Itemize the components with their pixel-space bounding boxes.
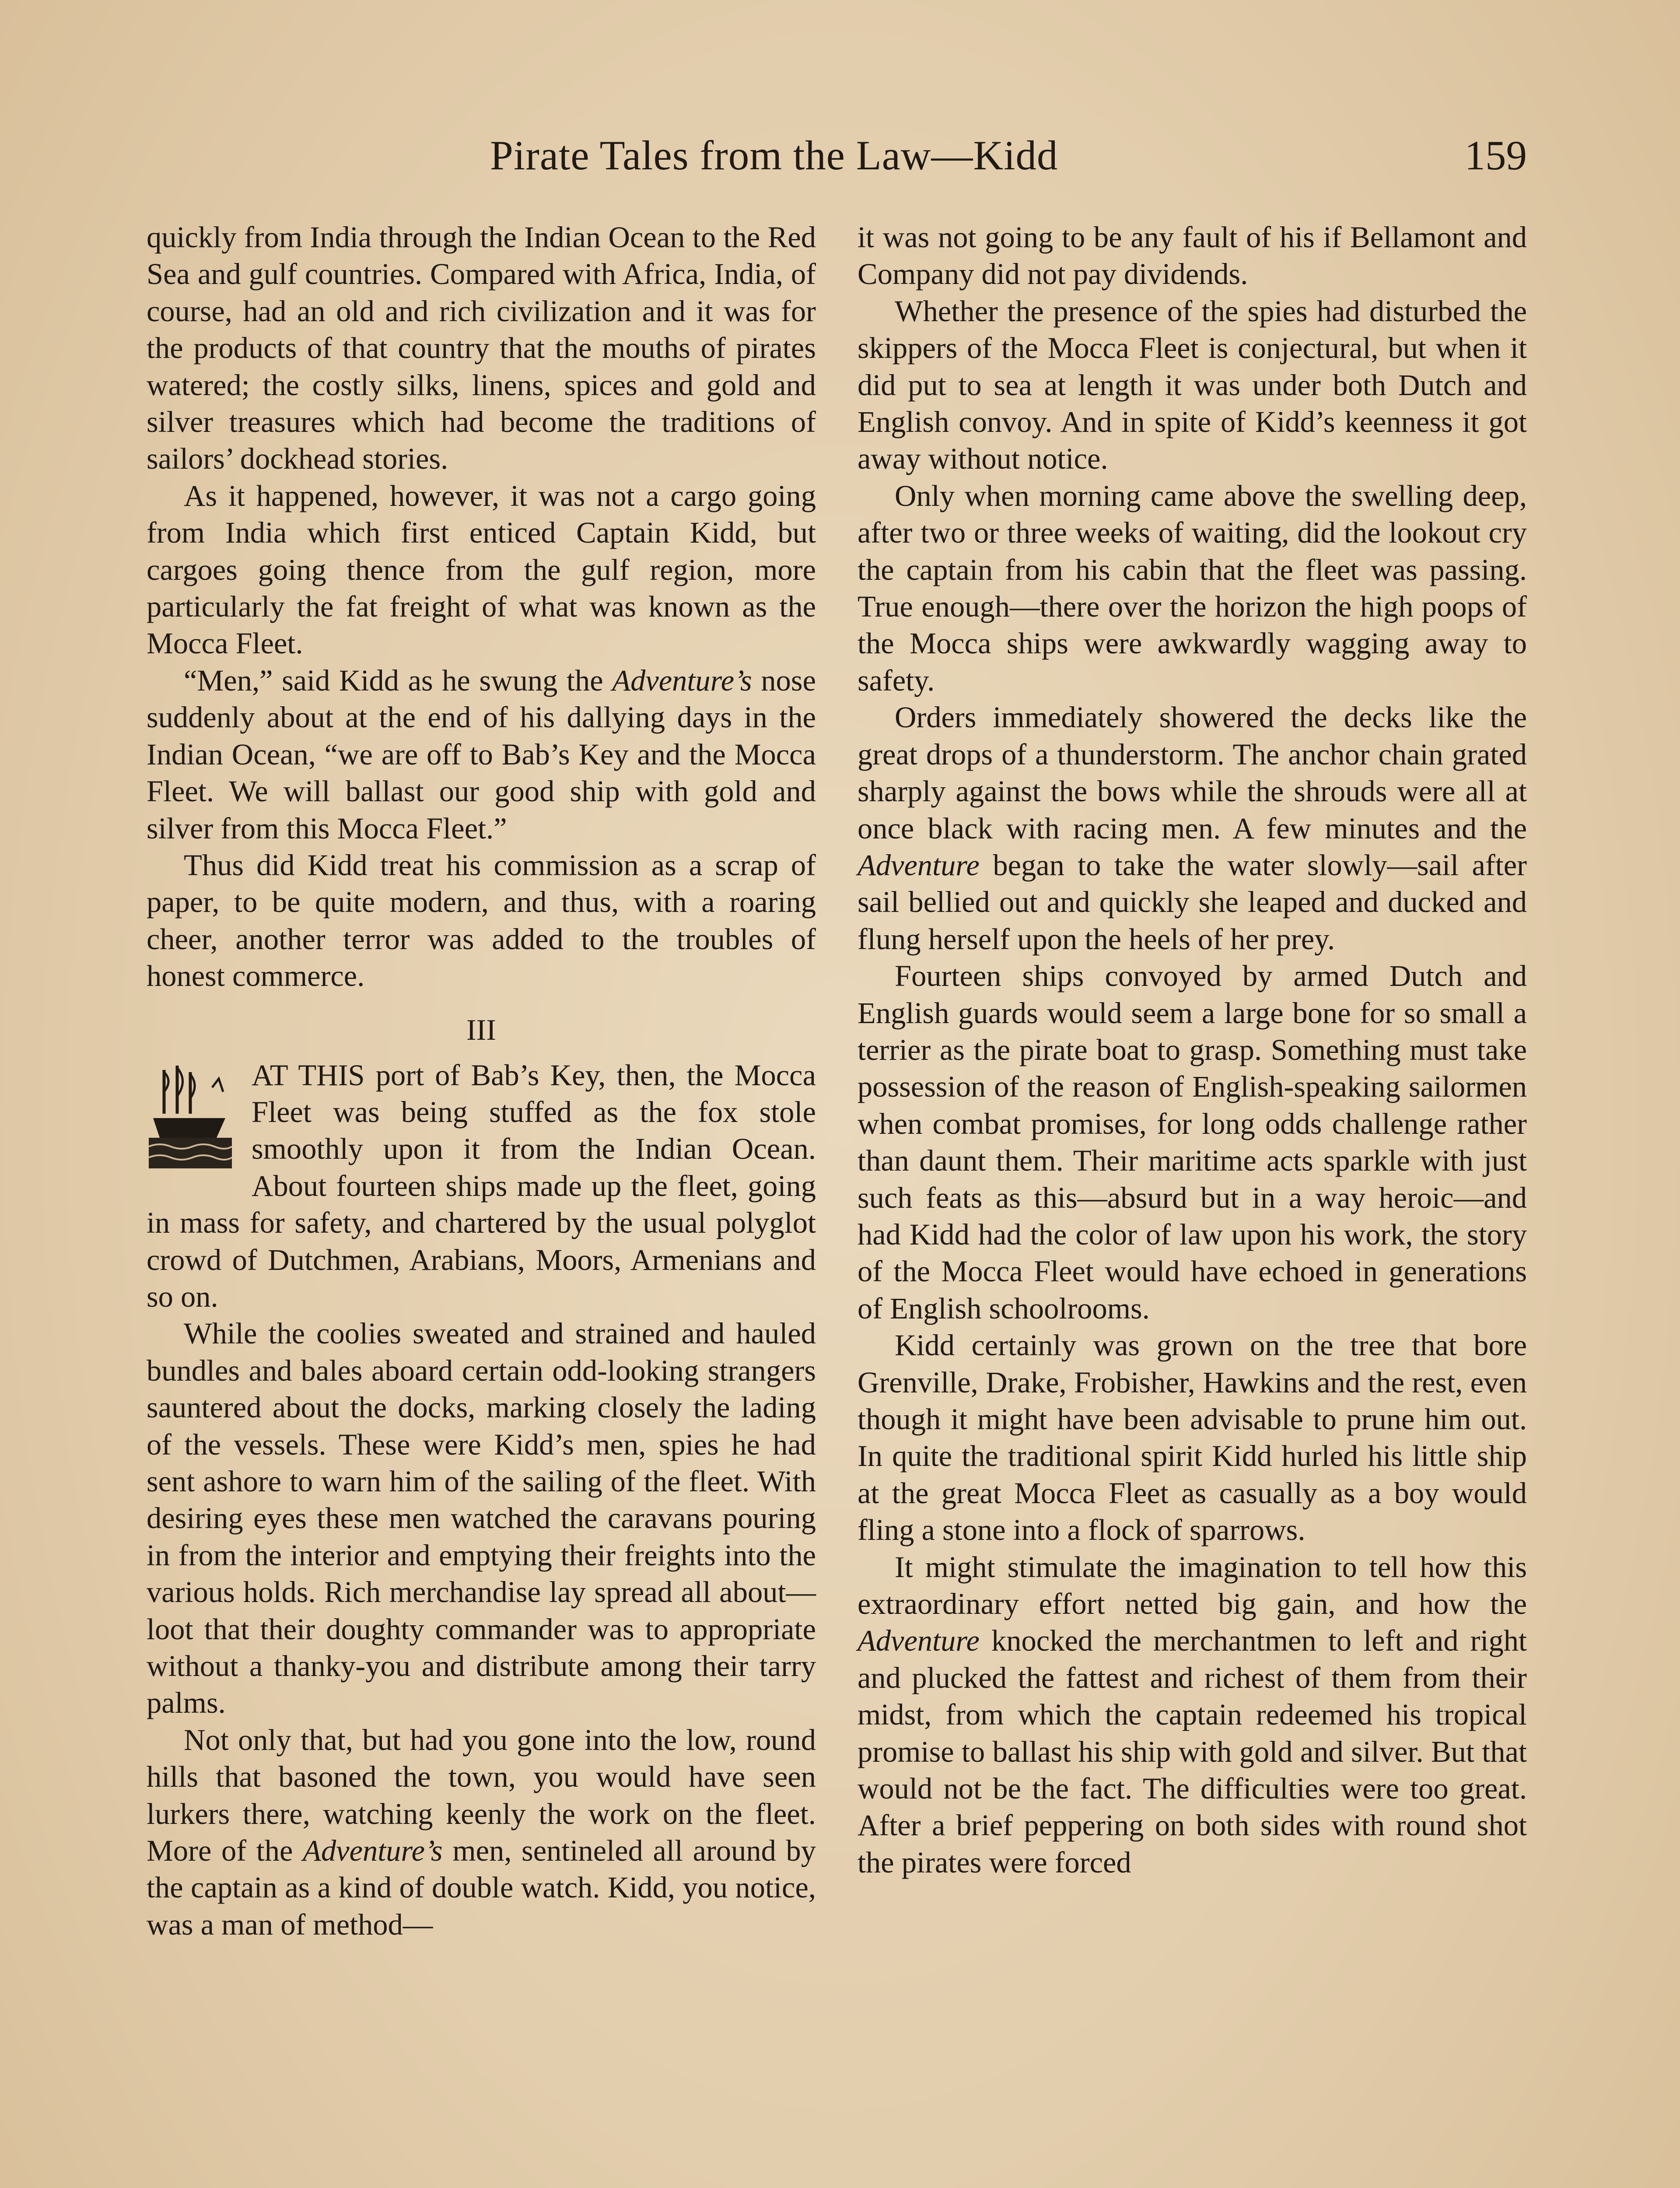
running-title: Pirate Tales from the Law—Kidd [490,132,1058,179]
right-column [858,219,1527,1881]
paragraph: While the coolies sweated and strained and hauled bundles and bales aboard certain odd-looking strangers sauntered about the docks, marking closely the lading of the vessels. These were Kidd’s men, spies he had sent ashore to warn him of the sailing of the fleet. With desiring eyes these men watched the caravans pouring in from the interior and emptying their freights into the various holds. Rich merchandise lay spread all about—loot that their doughty commander was to appropriate without a thanky-you and distribute among their tarry palms. [147,1317,816,1720]
ship-name: Adventure’s [303,1834,443,1868]
paragraph: Only when morning came above the swelling deep, after two or three weeks of waiting, did the lookout cry the captain from his cabin that the fleet was passing. True enough—there over the horizon the high poops of the Mocca ships were awkwardly wagging away to safety. [858,479,1527,697]
paragraph-text: It might stimulate the imagination to tell how this extraordinary effort netted big gain, and how the [858,1550,1527,1621]
ship-name: Adventure [858,1624,980,1658]
paragraph [147,1057,816,1315]
paragraph [858,699,1527,957]
paragraph-text: nose suddenly about at the end of his dallying days in the Indian Ocean, “we are off to Bab’s Key and the Mocca Fleet. We will ballast our good ship with gold and silver from this Mocca Fleet.” [147,663,816,845]
paragraph [858,1549,1527,1881]
paragraph-text: Not only that, but had you gone into the low, round hills that basoned the town, you would have seen lurkers there, watching keenly the work on the fleet. More of the [147,1723,816,1868]
paragraph [147,1722,816,1943]
paragraph: Fourteen ships convoyed by armed Dutch and English guards would seem a large bone for so small a terrier as the pirate boat to grasp. Something must take possession of the reason of English-speaking sailormen when combat promises, for long odds challenge rather than daunt them. Their maritime acts sparkle with just such feats as this—absurd but in a way heroic—and had Kidd had the color of law upon his work, the story of the Mocca Fleet would have echoed in generations of English schoolrooms. [858,959,1527,1325]
lead-in-words: AT THIS [252,1058,365,1092]
ship-name: Adventure [858,848,980,882]
paragraph: Kidd certainly was grown on the tree that bore Grenville, Drake, Frobisher, Hawkins and the rest, even though it might have been advisable to prune him out. In quite the traditional spirit Kidd hurled his little ship at the great Mocca Fleet as casually as a boy would fling a stone into a flock of sparrows. [858,1329,1527,1547]
paragraph [147,662,816,847]
paragraph-text: “Men,” said Kidd as he swung the [184,663,612,697]
page-number: 159 [1464,132,1527,179]
running-header [144,131,1527,197]
paragraph: Whether the presence of the spies had disturbed the skippers of the Mocca Fleet is conjectural, but when it did put to sea at length it was under both Dutch and English convoy. And in spite of Kidd’s keenness it got away without notice. [858,294,1527,476]
ship-name: Adventure’s [612,663,752,697]
paragraph-text: knocked the merchantmen to left and right and plucked the fattest and richest of them from their midst, from which the captain redeemed his tropical promise to ballast his ship with gold and silver. But that would not be the fact. The difficulties were too great. After a brief peppering on both sides with round shot the pirates were forced [858,1624,1527,1879]
illustrated-initial-paragraph [147,1057,816,1315]
ship-initial-illustration [147,1061,234,1173]
paragraph-text: port of Bab’s Key, then, the Mocca Fleet was being stuffed as the fox stole smoothly upon it from the Indian Ocean. About fourteen ships made up the fleet, going in mass for safety, and chartered by the usual polyglot crowd of Dutchmen, Arabians, Moors, Armenians and so on. [147,1058,816,1313]
paragraph [147,477,816,662]
paragraph-text: began to take the water slowly—sail after sail bellied out and quickly she leaped and ducked and flung herself upon the heels of her prey. [858,848,1527,956]
left-column [147,219,816,1943]
paragraph: Thus did Kidd treat his commission as a scrap of paper, to be quite modern, and thus, with a roaring cheer, another terror was added to the troubles of honest commerce. [147,848,816,993]
paragraph: it was not going to be any fault of his if Bellamont and Company did not pay dividends. [858,221,1527,291]
paragraph-text: Orders immediately showered the decks like the great drops of a thunderstorm. The anchor chain grated sharply against the bows while the shrouds were all at once black with racing men. A few minutes and the [858,701,1527,845]
section-numeral: III [466,1013,496,1046]
paragraph: quickly from India through the Indian Ocean to the Red Sea and gulf countries. Compared with Africa, India, of course, had an old and rich civilization and it was for the products of that country that the mouths of pirates watered; the costly silks, linens, spices and gold and silver treasures which had become the traditions of sailors’ dockhead stories. [147,221,816,476]
paragraph-text: men, sentineled all around by the captain as a kind of double watch. Kidd, you notice, was a man of method— [147,1834,816,1941]
paragraph-text: As it happened, however, it was not a cargo going from India which first enticed Captain Kidd, but cargoes going thence from the gulf region, more particularly the fat freight of what was known as the Mocca Fleet. [147,479,816,660]
ship-icon [147,1061,234,1173]
